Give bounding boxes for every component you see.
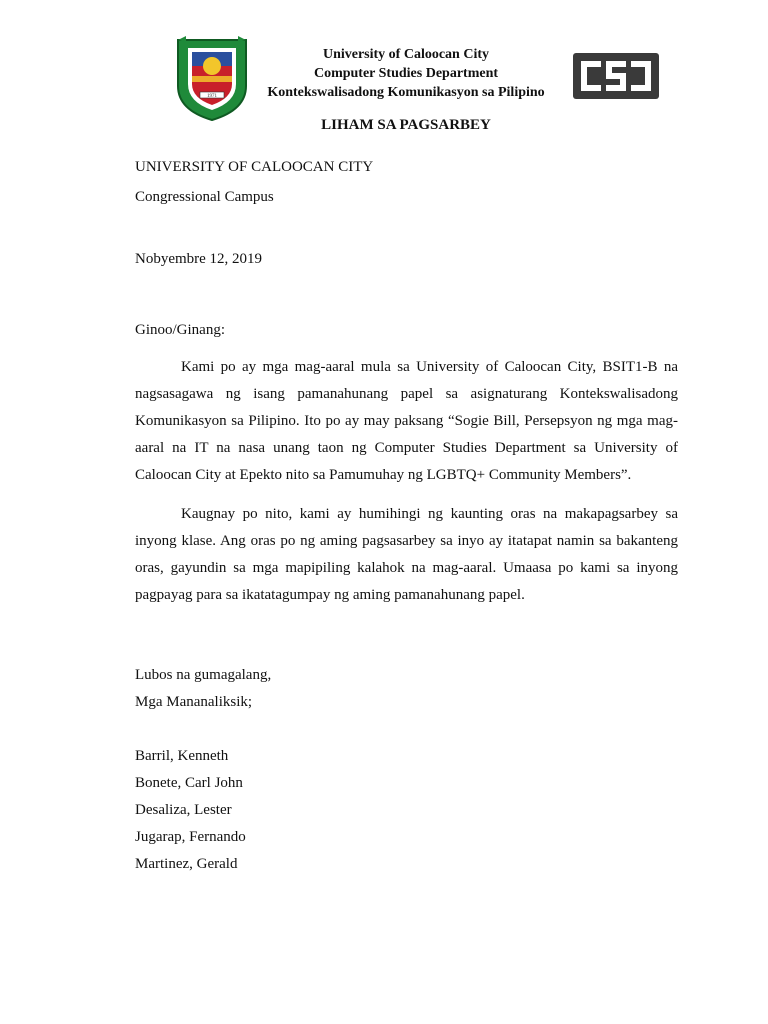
university-name: University of Caloocan City xyxy=(322,47,490,62)
letter-date: Nobyembre 12, 2019 xyxy=(135,251,263,267)
researcher-name: Martinez, Gerald xyxy=(135,856,238,872)
researcher-name: Barril, Kenneth xyxy=(135,748,229,764)
letterhead-text xyxy=(240,45,572,102)
closing-line-1: Lubos na gumagalang, xyxy=(135,667,272,683)
researcher-name: Desaliza, Lester xyxy=(135,802,232,818)
address-line-2: Congressional Campus xyxy=(135,189,274,205)
page-title: LIHAM SA PAGSARBEY xyxy=(321,117,491,133)
researcher-name: Jugarap, Fernando xyxy=(135,829,246,845)
salutation: Ginoo/Ginang: xyxy=(135,322,225,338)
department-name: Computer Studies Department xyxy=(313,66,499,81)
course-name: Kontekswalisadong Komunikasyon sa Pilipino xyxy=(267,85,545,100)
svg-text:1971: 1971 xyxy=(207,94,217,99)
csd-logo-icon xyxy=(573,53,659,99)
address-line-1: UNIVERSITY OF CALOOCAN CITY xyxy=(135,159,374,175)
body-paragraph-2: Kaugnay po nito, kami ay humihingi ng kaunting oras na makapagsarbey sa inyong klase. Ang oras po ng aming pagsasarbey sa inyo ay itatapat namin sa bakanteng oras, gayundin sa mga mapipiling kalahok na mag-aaral. Umaasa po kami sa inyong pagpayag para sa ikatatagumpay ng aming pamanahunang papel. xyxy=(135,506,678,603)
body-paragraph-1: Kami po ay mga mag-aaral mula sa University of Caloocan City, BSIT1-B na nagsasagawa ng isang pamanahunang papel sa asignaturang Kontekswalisadong Komunikasyon sa Pilipino. Ito po ay may paksang “Sogie Bill, Persepsyon ng mga mag-aaral na IT na nasa unang taon ng Computer Studies Department sa University of Caloocan City at Epekto nito sa Pamumuhay ng LGBTQ+ Community Members”. xyxy=(135,359,678,483)
researcher-name: Bonete, Carl John xyxy=(135,775,243,791)
closing-line-2: Mga Mananaliksik; xyxy=(135,694,253,710)
